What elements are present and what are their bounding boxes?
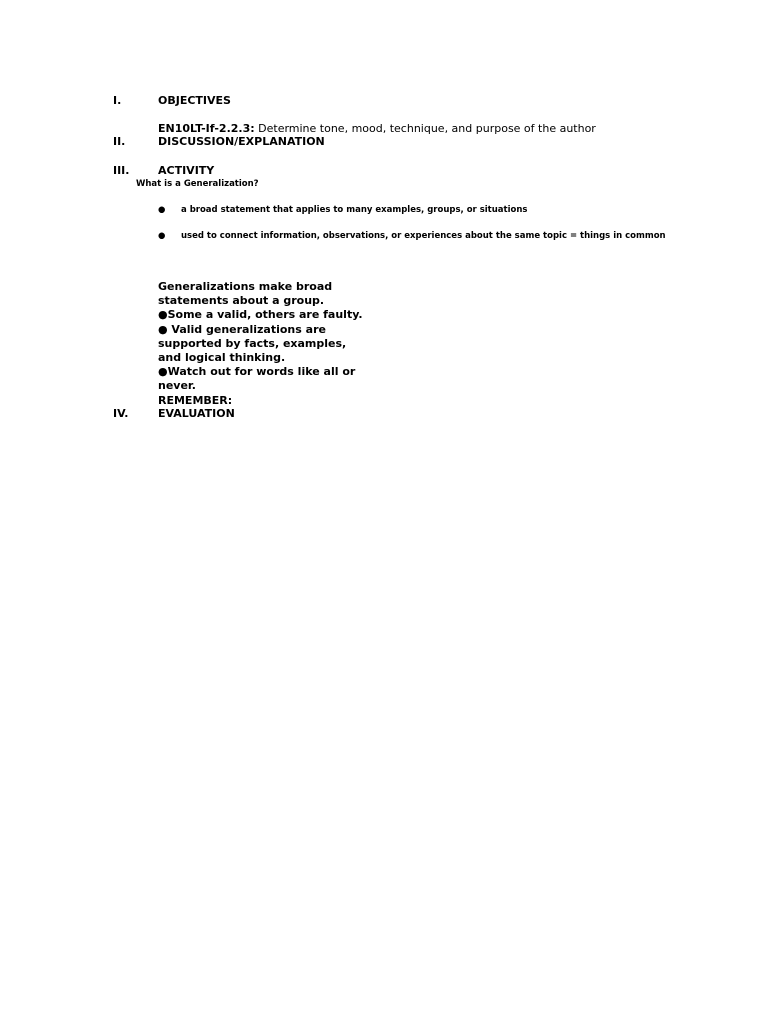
section-heading-evaluation: EVALUATION: [158, 407, 235, 420]
section-heading-discussion: DISCUSSION/EXPLANATION: [158, 135, 325, 148]
summary-line: supported by facts, examples,: [158, 336, 347, 350]
summary-line: ●Watch out for words like all or: [158, 365, 356, 379]
section-heading-objectives: OBJECTIVES: [158, 94, 231, 107]
objective-text: Determine tone, mood, technique, and purpose of the author: [254, 122, 596, 135]
summary-remember: REMEMBER:: [158, 393, 233, 407]
summary-line: ●Some a valid, others are faulty.: [158, 308, 363, 322]
summary-line: Generalizations make broad: [158, 280, 333, 293]
objective-code: EN10LT-If-2.2.3:: [158, 122, 255, 135]
bullet-text-1: a broad statement that applies to many examples, groups, or situations: [181, 205, 528, 215]
bullet-icon: ●: [158, 205, 166, 215]
section-numeral-4: IV.: [113, 407, 129, 420]
activity-question: What is a Generalization?: [136, 179, 259, 189]
summary-line: and logical thinking.: [158, 351, 286, 365]
objective-line: [158, 122, 596, 135]
bullet-icon: ●: [158, 231, 166, 241]
section-numeral-1: I.: [113, 94, 122, 107]
summary-line: ● Valid generalizations are: [158, 322, 326, 336]
bullet-text-2: used to connect information, observations, or experiences about the same topic = things in common: [181, 231, 666, 241]
summary-line: never.: [158, 379, 196, 393]
section-heading-activity: ACTIVITY: [158, 164, 215, 177]
section-numeral-2: II.: [113, 135, 126, 148]
generalization-summary: [158, 280, 363, 408]
summary-line: statements about a group.: [158, 294, 325, 308]
section-numeral-3: III.: [113, 164, 130, 177]
